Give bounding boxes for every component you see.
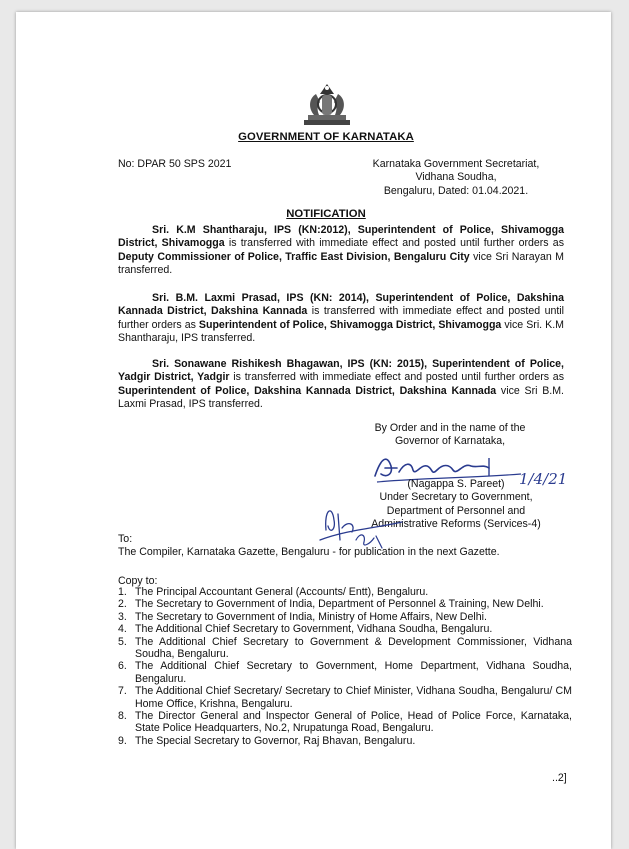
- order-authority-line: Governor of Karnataka,: [394, 435, 506, 448]
- officer-details: Sri. Sonawane Rishikesh Bhagawan, IPS (KN: 2015), Superintendent of Police, Yadgir District, Yadgir: [118, 358, 564, 384]
- office-address: [361, 158, 551, 198]
- copy-to-list: [118, 586, 572, 747]
- address-line: Bengaluru, Dated: 01.04.2021.: [383, 184, 529, 197]
- list-number: 1.: [118, 586, 127, 598]
- transfer-text: is transferred with immediate effect and posted until further orders as: [224, 237, 564, 250]
- document-page: [16, 12, 611, 849]
- list-item-text: The Director General and Inspector General of Police, Head of Police Force, Karnataka, State Police Headquarters, No.2, Nrupatunga Road, Bengaluru.: [135, 710, 572, 735]
- transfer-paragraph: [118, 358, 564, 412]
- officer-details: Sri. B.M. Laxmi Prasad, IPS (KN: 2014), Superintendent of Police, Dakshina Kannada District, Dakshina Kannada: [118, 292, 564, 318]
- signatory-name: (Nagappa S. Pareet): [407, 478, 505, 490]
- list-item: [118, 660, 572, 685]
- transfer-text: is transferred with immediate effect and posted until further orders as: [118, 305, 565, 331]
- list-item: [118, 586, 572, 598]
- list-item-text: The Additional Chief Secretary to Government, Home Department, Vidhana Soudha, Bengaluru.: [135, 660, 572, 685]
- list-item: [118, 710, 572, 735]
- list-number: 9.: [118, 734, 127, 747]
- signatory-designation: Department of Personnel and: [386, 504, 526, 517]
- list-number: 5.: [118, 635, 127, 648]
- notification-heading: NOTIFICATION: [286, 208, 366, 220]
- list-item-text: The Secretary to Government of India, Ministry of Home Affairs, New Delhi.: [135, 610, 487, 623]
- government-title: GOVERNMENT OF KARNATAKA: [238, 131, 414, 143]
- list-number: 2.: [118, 598, 127, 611]
- order-authority-line: By Order and in the name of the: [374, 422, 526, 434]
- signature-date: 1/4/21: [519, 470, 568, 488]
- list-item: [118, 735, 572, 747]
- list-number: 3.: [118, 610, 127, 623]
- list-number: 6.: [118, 660, 127, 673]
- transfer-paragraph: [118, 224, 564, 278]
- list-item: [118, 636, 572, 661]
- posting-details: Superintendent of Police, Dakshina Kannada District, Dakshina Kannada: [118, 384, 497, 397]
- list-item-text: The Secretary to Government of India, Department of Personnel & Training, New Delhi.: [135, 598, 544, 611]
- vice-text: vice Sri. K.M Shantharaju, IPS transferred.: [118, 318, 564, 345]
- order-number: No: DPAR 50 SPS 2021: [118, 158, 232, 170]
- list-number: 4.: [118, 623, 127, 636]
- vice-text: vice Sri B.M. Laxmi Prasad, IPS transferred.: [118, 384, 564, 411]
- address-line: Karnataka Government Secretariat,: [372, 158, 540, 170]
- signatory-designation: Under Secretary to Government,: [379, 491, 533, 504]
- list-item-text: The Additional Chief Secretary/ Secretary to Chief Minister, Vidhana Soudha, Bengaluru/ CM Home Office, Krishna, Bengaluru.: [135, 685, 572, 710]
- list-item-text: The Additional Chief Secretary to Government & Development Commissioner, Vidhana Soudha, Bengaluru.: [135, 635, 572, 661]
- copy-to-label: Copy to:: [118, 575, 158, 587]
- transfer-paragraph: [118, 292, 564, 346]
- list-item: [118, 611, 572, 623]
- list-number: 7.: [118, 685, 127, 698]
- posting-details: Superintendent of Police, Shivamogga District, Shivamogga: [198, 318, 502, 331]
- signatory-designation: Administrative Reforms (Services-4): [371, 518, 541, 531]
- list-item: [118, 685, 572, 710]
- list-item-text: The Additional Chief Secretary to Government, Vidhana Soudha, Bengaluru.: [135, 623, 493, 636]
- vice-text: vice Sri Narayan M transferred.: [118, 250, 564, 277]
- list-item-text: The Special Secretary to Governor, Raj Bhavan, Bengaluru.: [135, 734, 416, 747]
- list-item: [118, 598, 572, 610]
- list-item: [118, 623, 572, 635]
- state-emblem-icon: [298, 82, 356, 128]
- address-line: Vidhana Soudha,: [415, 171, 497, 184]
- posting-details: Deputy Commissioner of Police, Traffic East Division, Bengaluru City: [118, 250, 470, 263]
- officer-details: Sri. K.M Shantharaju, IPS (KN:2012), Superintendent of Police, Shivamogga District, Shivamogga: [118, 224, 564, 250]
- order-authority: [366, 422, 534, 449]
- transfer-text: is transferred with immediate effect and posted until further orders as: [229, 371, 564, 384]
- to-recipient: The Compiler, Karnataka Gazette, Bengaluru - for publication in the next Gazette.: [118, 546, 500, 558]
- to-label: To:: [118, 533, 133, 545]
- list-item-text: The Principal Accountant General (Accounts/ Entt), Bengaluru.: [135, 586, 429, 598]
- list-number: 8.: [118, 710, 127, 723]
- page-continuation: ..2]: [552, 772, 567, 784]
